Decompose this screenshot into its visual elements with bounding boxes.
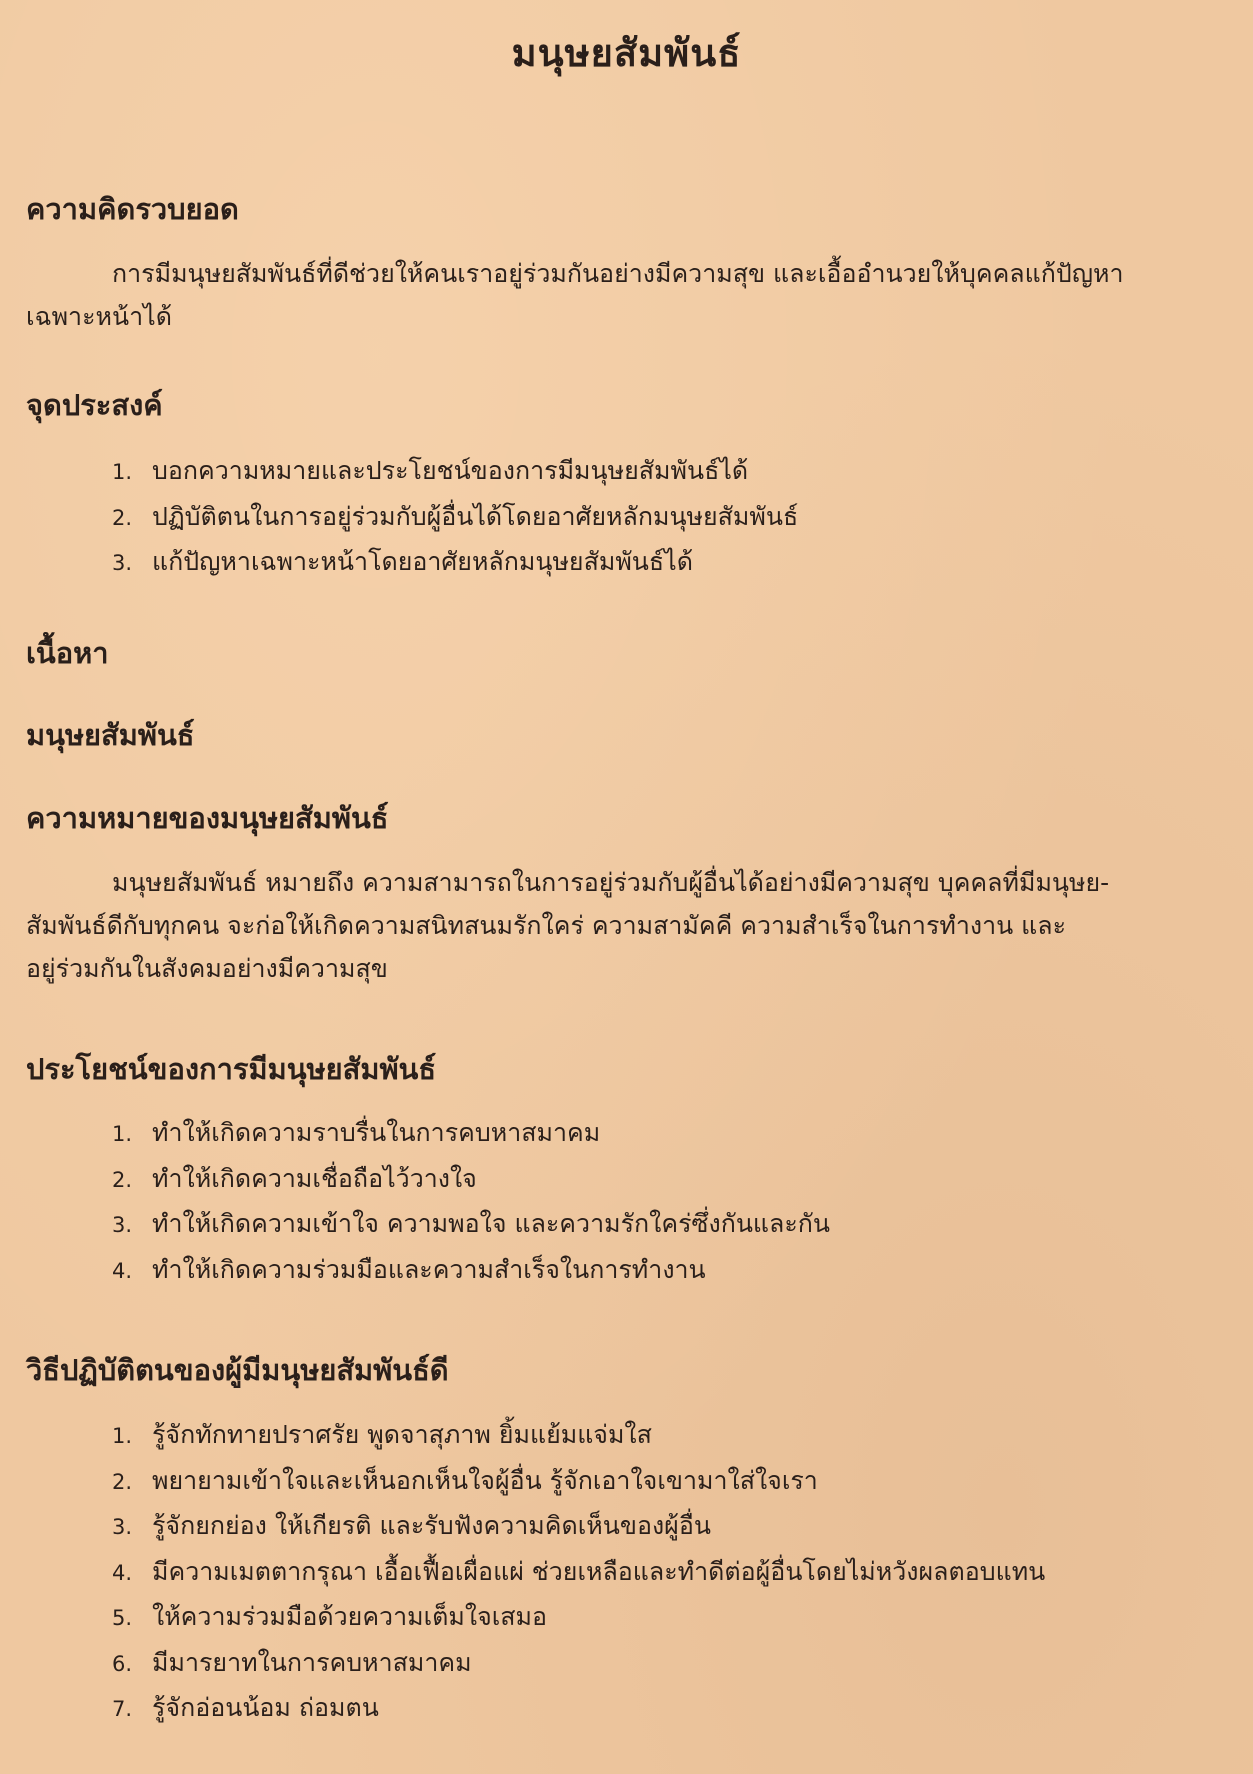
item-text: รู้จักทักทายปราศรัย พูดจาสุภาพ ยิ้มแย้มแจ่มใส	[152, 1420, 652, 1449]
objectives-heading: จุดประสงค์	[26, 388, 163, 422]
item-text: พยายามเข้าใจและเห็นอกเห็นใจผู้อื่น รู้จักเอาใจเขามาใส่ใจเรา	[152, 1465, 818, 1495]
content-heading: เนื้อหา	[26, 636, 109, 670]
item-text: มีมารยาทในการคบหาสมาคม	[152, 1647, 472, 1677]
list-item	[112, 1549, 1045, 1595]
list-item	[112, 1640, 1045, 1686]
benefits-list	[112, 1110, 830, 1292]
list-item	[112, 1110, 830, 1156]
item-text: ให้ความร่วมมือด้วยความเต็มใจเสมอ	[152, 1602, 548, 1631]
item-text: แก้ปัญหาเฉพาะหน้าโดยอาศัยหลักมนุษยสัมพันธ์ได้	[152, 547, 693, 576]
item-number: 1.	[112, 1122, 133, 1146]
item-number: 1.	[112, 460, 133, 484]
list-item	[112, 448, 798, 494]
list-item	[112, 1594, 1045, 1640]
concept-line: เฉพาะหน้าได้	[26, 302, 172, 331]
meaning-line: สัมพันธ์ดีกับทุกคน จะก่อให้เกิดความสนิทสนมรักใคร่ ความสามัคคี ความสำเร็จในการทำงาน และ	[26, 911, 1067, 940]
meaning-heading: ความหมายของมนุษยสัมพันธ์	[26, 801, 389, 835]
list-item	[112, 1412, 1045, 1458]
item-number: 3.	[112, 1515, 133, 1539]
list-item	[112, 1458, 1045, 1504]
item-number: 5.	[112, 1606, 133, 1630]
concept-line: การมีมนุษยสัมพันธ์ที่ดีช่วยให้คนเราอยู่ร่วมกันอย่างมีความสุข และเอื้ออำนวยให้บุคคลแก้ปัญหา	[112, 259, 1124, 288]
item-number: 4.	[112, 1258, 133, 1283]
item-text: รู้จักอ่อนน้อม ถ่อมตน	[152, 1693, 379, 1722]
meaning-line: มนุษยสัมพันธ์ หมายถึง ความสามารถในการอยู่ร่วมกับผู้อื่นได้อย่างมีความสุข บุคคลที่มีมนุษย-	[112, 868, 1110, 897]
item-text: ทำให้เกิดความเชื่อถือไว้วางใจ	[152, 1163, 477, 1193]
item-number: 7.	[112, 1697, 133, 1721]
item-number: 1.	[112, 1424, 133, 1448]
concept-paragraph	[26, 252, 1226, 338]
item-text: ทำให้เกิดความร่วมมือและความสำเร็จในการทำงาน	[152, 1254, 706, 1284]
list-item	[112, 1503, 1045, 1549]
content-subheading: มนุษยสัมพันธ์	[26, 718, 195, 752]
list-item	[112, 1685, 1045, 1731]
item-text: มีความเมตตากรุณา เอื้อเฟื้อเผื่อแผ่ ช่วยเหลือและทำดีต่อผู้อื่นโดยไม่หวังผลตอบแทน	[152, 1556, 1046, 1586]
concept-heading: ความคิดรวบยอด	[26, 192, 239, 226]
list-item	[112, 1201, 830, 1247]
list-item	[112, 539, 798, 585]
meaning-line: อยู่ร่วมกันในสังคมอย่างมีความสุข	[26, 954, 388, 983]
item-number: 3.	[112, 1213, 133, 1237]
item-number: 4.	[112, 1560, 133, 1585]
meaning-paragraph	[26, 861, 1226, 990]
page-title: มนุษยสัมพันธ์	[511, 31, 742, 75]
item-number: 3.	[112, 551, 133, 575]
list-item	[112, 1156, 830, 1202]
item-number: 2.	[112, 505, 133, 530]
practices-heading: วิธีปฏิบัติตนของผู้มีมนุษยสัมพันธ์ดี	[26, 1353, 449, 1387]
objectives-list	[112, 448, 798, 585]
practices-list	[112, 1412, 1045, 1731]
benefits-heading: ประโยชน์ของการมีมนุษยสัมพันธ์	[26, 1052, 437, 1086]
list-item	[112, 494, 798, 540]
item-text: ปฏิบัติตนในการอยู่ร่วมกับผู้อื่นได้โดยอาศัยหลักมนุษยสัมพันธ์	[152, 501, 799, 531]
item-number: 2.	[112, 1167, 133, 1192]
item-text: รู้จักยกย่อง ให้เกียรติ และรับฟังความคิดเห็นของผู้อื่น	[152, 1511, 711, 1540]
item-number: 2.	[112, 1469, 133, 1494]
item-number: 6.	[112, 1651, 133, 1676]
item-text: บอกความหมายและประโยชน์ของการมีมนุษยสัมพันธ์ได้	[152, 456, 749, 485]
item-text: ทำให้เกิดความราบรื่นในการคบหาสมาคม	[152, 1118, 601, 1147]
list-item	[112, 1247, 830, 1293]
item-text: ทำให้เกิดความเข้าใจ ความพอใจ และความรักใคร่ซึ่งกันและกัน	[152, 1209, 831, 1238]
